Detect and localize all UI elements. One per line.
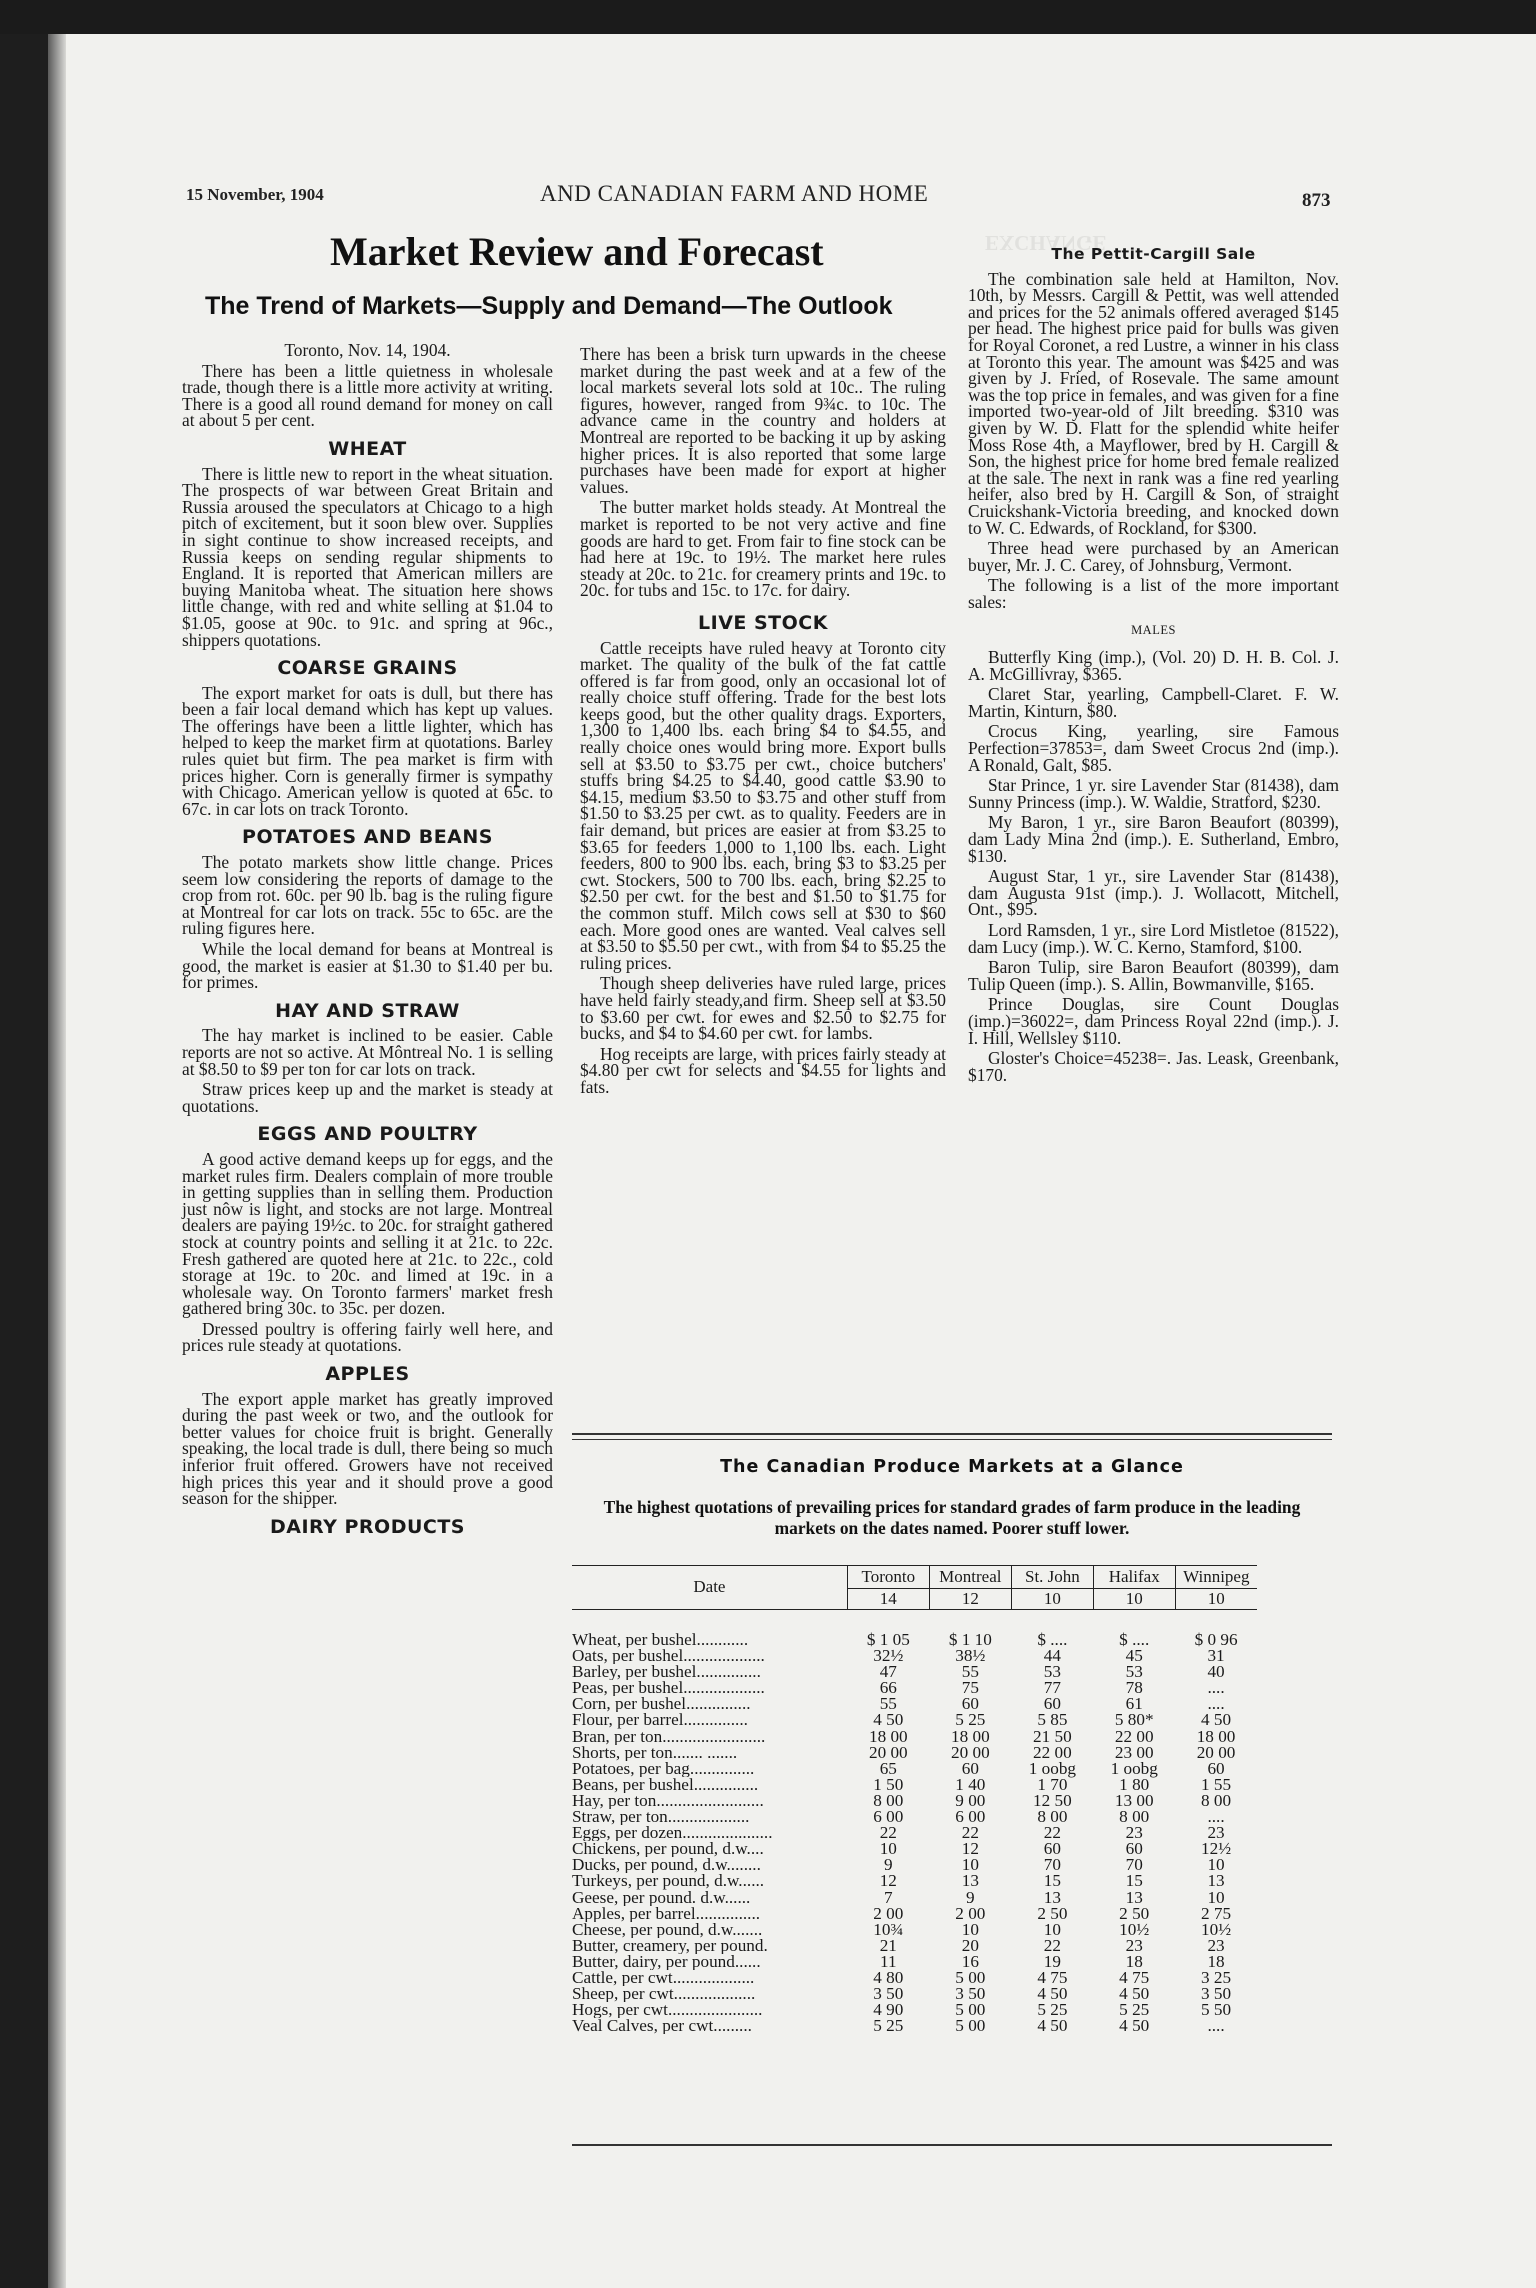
sale-paragraph-2: Three head were purchased by an American buyer, Mr. J. C. Carey, of Johnsburg, Vermont. [968, 538, 1339, 575]
price-cell: 23 [1125, 1935, 1143, 1955]
price-cell: 22 [879, 1823, 897, 1843]
male-sale-item: Crocus King, yearling, sire Famous Perfection=37853=, dam Sweet Crocus 2nd (imp.). A Ronald, Galt, $85. [968, 721, 1339, 775]
price-cell: 2 50 [1037, 1903, 1068, 1923]
price-cell: 9 00 [955, 1790, 986, 1810]
price-cell: 3 50 [873, 1984, 904, 2004]
price-cell: 4 50 [873, 1710, 904, 1730]
price-cell: 18 [1207, 1951, 1225, 1971]
price-cell: 8 00 [1037, 1807, 1068, 1827]
sale-paragraph-1: The combination sale held at Hamilton, Nov. 10th, by Messrs. Cargill & Pettit, was well attended and prices for the 52 animals offered averaged $145 per head. The highest price paid for bulls was given for Royal Coronet, a red Lustre, a winner in his class at Toronto this year. The amount was $425 and was given by J. Fried, of Rosevale. The same amount was the top price in females, and was given for a fine imported two-year-old of Jilt breeding. $310 was given by W. D. Flatt for the splendid white heifer Moss Rose 4th, a Mayflower, bred by H. Cargill & Son, the highest price for home bred female realized at the sale. The next in rank was a fine red yearling heifer, also bred by H. Cargill & Son, of straight Cruickshank-Victoria breeding, and knocked down to W. C. Edwards, of Rockland, for $300. [968, 268, 1339, 538]
produce-item: Flour, per barrel............... [572, 1712, 748, 1729]
males-list [968, 649, 1339, 1083]
wheat-heading: WHEAT [328, 437, 407, 460]
table-row [572, 1906, 1257, 1922]
column-2 [580, 346, 946, 1100]
price-cell: 5 25 [1037, 2000, 1068, 2020]
price-cell: 78 [1125, 1678, 1143, 1698]
price-cell: 23 00 [1114, 1742, 1154, 1762]
male-sale-item: Butterfly King (imp.), (Vol. 20) D. H. B. Col. J. A. McGillivray, $365. [968, 647, 1339, 684]
price-cell: $ .... [1037, 1630, 1068, 1649]
table-row [572, 1841, 1257, 1857]
produce-item: Peas, per bushel................... [572, 1680, 765, 1697]
price-cell: 18 [1125, 1951, 1143, 1971]
price-cell: 4 90 [873, 2000, 904, 2020]
table-row [572, 1970, 1257, 1986]
cattle-paragraph: Cattle receipts have ruled heavy at Toronto city market. The quality of the bulk of the fat cattle offered is far from good, only an occasional lot of really choice stuff offering. Trade for the best lots keeps good, but the other quality drags. Exporters, 1,300 to 1,400 lbs. each bring $4 to $4.55, and really choice ones would bring more. Export bulls sell at $3.50 to $3.75 per cwt., choice butchers' stuffs bring $4.25 to $4.40, good cattle $3.90 to $4.15, medium $3.50 to $3.75 and other stuff from $1.50 to $3.25 per cwt. as to quality. Feeders are in fair demand, but prices are easier at from $3.25 to $3.65 for feeders 1,000 to 1,100 lbs. each. Light feeders, 800 to 900 lbs. each, bring $3 to $3.25 per cwt. Stockers, 500 to 700 lbs. each, bring $2.25 to $2.50 per cwt. for the best and $1.50 to $1.75 for the common stuff. Milch cows sell at $30 to $60 each. More good ones are wanted. Veal calves sell at $3.50 to $5.50 per cwt., with from $4 to $5.25 the ruling prices. [580, 637, 946, 973]
price-cell: 15 [1125, 1871, 1143, 1891]
market-header: Winnipeg [1175, 1566, 1257, 1589]
produce-item: Straw, per ton................... [572, 1809, 750, 1826]
male-sale-item: Gloster's Choice=45238=. Jas. Leask, Greenbank, $170. [968, 1048, 1339, 1085]
column-3 [968, 246, 1339, 1087]
price-cell: 13 00 [1114, 1790, 1154, 1810]
price-cell: 3 50 [1201, 1984, 1232, 2004]
male-sale-item: Star Prince, 1 yr. sire Lavender Star (81438), dam Sunny Princess (imp.). W. Waldie, Stratford, $230. [968, 775, 1339, 812]
price-cell: 5 85 [1037, 1710, 1068, 1730]
date-cell: 12 [929, 1589, 1011, 1610]
date-cell: 10 [1011, 1589, 1093, 1610]
hogs-paragraph: Hog receipts are large, with prices fairly steady at $4.80 per cwt for selects and $4.55 for lights and fats. [580, 1043, 946, 1097]
price-cell: 1 40 [955, 1774, 986, 1794]
price-cell: .... [1207, 1694, 1225, 1714]
price-cell: 13 [1207, 1871, 1225, 1891]
market-header: Halifax [1093, 1566, 1175, 1589]
table-row [572, 1922, 1257, 1938]
price-cell: 5 80* [1114, 1710, 1154, 1730]
price-cell: 1 70 [1037, 1774, 1068, 1794]
price-cell: 1 55 [1201, 1774, 1232, 1794]
dairy-products-heading: DAIRY PRODUCTS [269, 1515, 465, 1538]
intro-paragraph: There has been a little quietness in wholesale trade, though there is a little more activity at writing. There is a good all round demand for money on call at about 5 per cent. [182, 360, 553, 431]
price-cell: 5 00 [955, 1967, 986, 1987]
produce-item: Butter, creamery, per pound. [572, 1937, 768, 1954]
table-header-markets [572, 1566, 1257, 1589]
produce-table-note: The highest quotations of prevailing prices for standard grades of farm produce in the leading markets on the dates named. Poorer stuff lower. [603, 1497, 1301, 1538]
price-cell: 8 00 [1119, 1807, 1150, 1827]
column-1 [182, 340, 553, 1543]
price-cell: 2 00 [955, 1903, 986, 1923]
produce-item: Barley, per bushel............... [572, 1664, 761, 1681]
apples-paragraph: The export apple market has greatly improved during the past week or two, and the outlook for better values for choice fruit is bright. Generally speaking, the local trade is dull, there being so much inferior fruit offered. Growers have not received high prices this year and it should prove a good season for the shipper. [182, 1388, 553, 1509]
price-cell: 4 50 [1201, 1710, 1232, 1730]
table-row [572, 1938, 1257, 1954]
price-cell: 60 [1125, 1839, 1143, 1859]
price-cell: 77 [1043, 1678, 1061, 1698]
table-top-rule-2 [572, 1439, 1332, 1440]
price-cell: .... [1207, 2016, 1225, 2036]
price-cell: 2 50 [1119, 1903, 1150, 1923]
produce-item: Cheese, per pound, d.w....... [572, 1921, 763, 1938]
sheep-paragraph: Though sheep deliveries have ruled large, prices have held fairly steady,and firm. Sheep sell at $3.50 to $3.60 per cwt. for ewes and $2.50 to $2.75 for bucks, and $4 to $4.60 per cwt. for lambs. [580, 973, 946, 1044]
date-cell: 10 [1093, 1589, 1175, 1610]
price-cell: 18 00 [868, 1726, 908, 1746]
male-sale-item: Baron Tulip, sire Baron Beaufort (80399), dam Tulip Queen (imp.). S. Allin, Bowmanville, $165. [968, 957, 1339, 994]
male-sale-item: Lord Ramsden, 1 yr., sire Lord Mistletoe (81522), dam Lucy (imp.). W. C. Kerno, Stamford, $100. [968, 919, 1339, 957]
scan-top-border [0, 0, 1536, 34]
produce-item: Apples, per barrel............... [572, 1905, 761, 1922]
price-cell: 12½ [1201, 1839, 1232, 1859]
table-row [572, 1664, 1257, 1680]
price-cell: 60 [961, 1694, 979, 1714]
live-stock-heading: LIVE STOCK [698, 611, 828, 634]
eggs-poultry-heading: EGGS AND POULTRY [257, 1123, 478, 1146]
produce-item: Beans, per bushel............... [572, 1776, 759, 1793]
table-row [572, 1777, 1257, 1793]
article-subtitle: The Trend of Markets—Supply and Demand—The Outlook [205, 292, 893, 320]
produce-item: Hogs, per cwt...................... [572, 2002, 763, 2019]
price-cell: 15 [1043, 1871, 1061, 1891]
produce-item: Eggs, per dozen..................... [572, 1825, 773, 1842]
produce-item: Shorts, per ton....... ....... [572, 1744, 738, 1761]
table-row [572, 2002, 1257, 2018]
price-cell: 16 [961, 1951, 979, 1971]
price-cell: 22 00 [1114, 1726, 1154, 1746]
price-cell: 22 00 [1033, 1742, 1072, 1762]
price-cell: 10 [961, 1855, 979, 1875]
sale-heading: The Pettit-Cargill Sale [1051, 245, 1256, 263]
price-cell: 10 [1043, 1919, 1061, 1939]
price-cell: 11 [880, 1951, 897, 1971]
price-cell: 6 00 [955, 1807, 986, 1827]
price-cell: 23 [1125, 1823, 1143, 1843]
price-cell: 10 [1207, 1855, 1225, 1875]
hay-straw-heading: HAY AND STRAW [275, 999, 460, 1022]
table-row [572, 1857, 1257, 1873]
price-cell: 1 oobg [1028, 1758, 1077, 1778]
apples-heading: APPLES [325, 1363, 410, 1386]
produce-item: Chickens, per pound, d.w.... [572, 1841, 764, 1858]
price-cell: 38½ [955, 1646, 986, 1666]
page-number: 873 [1302, 190, 1331, 211]
price-cell: 21 50 [1033, 1726, 1072, 1746]
market-header: St. John [1011, 1566, 1093, 1589]
male-sale-item: Prince Douglas, sire Count Douglas (imp.)=36022=, dam Princess Royal 22nd (imp.). J. I. Hill, Wellsley $110. [968, 994, 1339, 1048]
price-cell: 23 [1207, 1935, 1225, 1955]
market-header: Toronto [847, 1566, 929, 1589]
price-cell: 1 80 [1119, 1774, 1150, 1794]
price-cell: 4 75 [1119, 1967, 1150, 1987]
page-binding-shadow [48, 34, 66, 2288]
price-cell: 61 [1125, 1694, 1143, 1714]
price-cell: 60 [1043, 1839, 1061, 1859]
produce-item: Hay, per ton......................... [572, 1792, 764, 1810]
table-row [572, 1761, 1257, 1777]
table-row [572, 1890, 1257, 1906]
beans-paragraph: While the local demand for beans at Montreal is good, the market is easier at $1.30 to $1.40 per bu. for primes. [182, 939, 553, 993]
price-cell: 2 75 [1201, 1903, 1232, 1923]
price-cell: $ 1 10 [948, 1630, 992, 1649]
price-cell: 1 50 [873, 1774, 904, 1794]
price-cell: 12 [961, 1839, 979, 1859]
price-cell: 12 [879, 1871, 897, 1891]
produce-item: Cattle, per cwt................... [572, 1969, 755, 1987]
price-cell: 2 00 [873, 1903, 904, 1923]
produce-item: Potatoes, per bag............... [572, 1760, 755, 1777]
eggs-paragraph: A good active demand keeps up for eggs, and the market rules firm. Dealers complain of more trouble in getting supplies than in selling them. Production just nôw is light, and stocks are not large. Montreal dealers are paying 19½c. to 20c. for straight gathered stock at country points and selling it at 21c. to 22c. Fresh gathered are quoted here at 21c. to 22c., cold storage at 19c. to 20c. and limed at 19c. in a wholesale way. On Toronto farmers' market fresh gathered bring 30c. to 35c. per dozen. [182, 1148, 553, 1319]
price-cell: 55 [961, 1662, 979, 1682]
price-cell: 10 [879, 1839, 897, 1859]
price-cell: 5 25 [955, 1710, 986, 1730]
price-cell: 6 00 [873, 1807, 904, 1827]
price-cell: .... [1207, 1678, 1225, 1698]
price-cell: 23 [1207, 1823, 1225, 1843]
price-cell: 13 [961, 1871, 979, 1891]
price-cell: $ 0 96 [1194, 1630, 1238, 1649]
price-cell: 8 00 [873, 1790, 904, 1810]
poultry-paragraph: Dressed poultry is offering fairly well here, and prices rule steady at quotations. [182, 1318, 553, 1356]
hay-paragraph: The hay market is inclined to be easier. Cable reports are not so active. At Môntreal No. 1 is selling at $8.50 to $9 per ton for car lots on track. [182, 1025, 553, 1079]
price-cell: 4 50 [1037, 1984, 1068, 2004]
produce-item: Oats, per bushel................... [572, 1648, 765, 1665]
price-cell: 53 [1125, 1662, 1143, 1682]
price-cell: 70 [1043, 1855, 1061, 1875]
table-row [572, 1696, 1257, 1712]
price-cell: 55 [879, 1694, 897, 1714]
price-cell: 4 75 [1037, 1967, 1068, 1987]
show-through-ghost: EXCHANGE [985, 231, 1107, 255]
table-row [572, 1632, 1257, 1648]
table-row [572, 1712, 1257, 1728]
male-sale-item: August Star, 1 yr., sire Lavender Star (81438), dam Augusta 91st (imp.). J. Wollacott, Mitchell, Ont., $95. [968, 866, 1339, 920]
price-cell: 21 [879, 1935, 897, 1955]
price-cell: 13 [1043, 1887, 1061, 1907]
produce-item: Veal Calves, per cwt......... [572, 2018, 752, 2035]
straw-paragraph: Straw prices keep up and the market is steady at quotations. [182, 1079, 553, 1116]
dairy-paragraph-1: There has been a brisk turn upwards in the cheese market during the past week and at a few of the local markets several lots sold at 10c.. The ruling figures, however, ranged from 9¾c. to 10c. The advance came in the country and holders at Montreal are reported to be backing it up by asking higher prices. It is also reported that some large purchases have been made for export at higher values. [580, 344, 946, 497]
price-cell: 3 25 [1201, 1967, 1232, 1987]
price-cell: 3 50 [955, 1984, 986, 2004]
date-header: Date [572, 1566, 847, 1610]
price-cell: 44 [1043, 1646, 1061, 1666]
price-cell: 45 [1125, 1646, 1143, 1666]
price-cell: 7 [884, 1887, 893, 1907]
price-cell: 32½ [873, 1646, 904, 1666]
price-cell: 4 50 [1037, 2016, 1068, 2036]
market-header: Montreal [929, 1566, 1011, 1589]
produce-item: Turkeys, per pound, d.w...... [572, 1873, 765, 1890]
table-row [572, 1825, 1257, 1841]
table-row [572, 2018, 1257, 2034]
article-title: Market Review and Forecast [330, 229, 824, 274]
price-cell: 13 [1125, 1887, 1143, 1907]
price-cell: 5 25 [873, 2016, 904, 2036]
price-cell: 20 00 [868, 1742, 908, 1762]
price-cell: 10 [961, 1919, 979, 1939]
price-cell: 22 [1043, 1823, 1061, 1843]
price-cell: 47 [879, 1662, 897, 1682]
price-cell: 9 [884, 1855, 893, 1875]
table-bottom-rule [572, 2144, 1332, 2146]
price-cell: 4 80 [873, 1967, 904, 1987]
price-cell: 8 00 [1201, 1790, 1232, 1810]
produce-item: Geese, per pound. d.w...... [572, 1889, 751, 1906]
price-cell: 10 [1207, 1887, 1225, 1907]
males-heading: MALES [1131, 623, 1176, 638]
table-header-rule [572, 1610, 1257, 1633]
price-cell: 5 00 [955, 2000, 986, 2020]
table-top-rule [572, 1433, 1332, 1435]
price-cell: 10½ [1201, 1919, 1232, 1939]
price-cell: 10¾ [873, 1919, 904, 1939]
price-cell: 5 00 [955, 2016, 986, 2036]
price-cell: 10½ [1119, 1919, 1150, 1939]
price-cell: 22 [1043, 1935, 1061, 1955]
price-cell: 18 00 [1196, 1726, 1236, 1746]
price-cell: 75 [961, 1678, 979, 1698]
produce-item: Sheep, per cwt................... [572, 1986, 756, 2003]
price-cell: 66 [879, 1678, 897, 1698]
price-cell: 19 [1043, 1951, 1061, 1971]
table-row [572, 1729, 1257, 1745]
produce-item: Wheat, per bushel............ [572, 1632, 749, 1649]
table-row [572, 1648, 1257, 1664]
date-cell: 10 [1175, 1589, 1257, 1610]
produce-item: Corn, per bushel............... [572, 1696, 751, 1713]
produce-table-title: The Canadian Produce Markets at a Glance [720, 1457, 1184, 1477]
produce-item: Bran, per ton........................ [572, 1728, 766, 1745]
price-cell: 22 [961, 1823, 979, 1843]
table-row [572, 1680, 1257, 1696]
price-cell: 5 50 [1201, 2000, 1232, 2020]
dairy-paragraph-2: The butter market holds steady. At Montreal the market is reported to be not very active and fine goods are hard to get. From fair to fine stock can be had here at 19c. to 19½. The market here rules steady at 20c. to 21c. for creamery prints and 19c. to 20c. for tubs and 15c. to 17c. for dairy. [580, 497, 946, 601]
potatoes-paragraph: The potato markets show little change. Prices seem low considering the reports of damage to the crop from rot. 60c. per 90 lb. bag is the ruling figure at Montreal for car lots on track. 55c to 65c. are the ruling figures here. [182, 852, 553, 939]
table-row [572, 1954, 1257, 1970]
price-cell: $ .... [1119, 1630, 1150, 1649]
produce-item: Butter, dairy, per pound...... [572, 1953, 761, 1970]
journal-title: AND CANADIAN FARM AND HOME [540, 181, 929, 206]
table-row [572, 1793, 1257, 1809]
price-cell: 60 [1043, 1694, 1061, 1714]
coarse-grains-paragraph: The export market for oats is dull, but there has been a fair local demand which has kept up values. The offerings have been a little lighter, which has helped to keep the market firm at quotations. Barley rules quiet but firm. The pea market is firm with prices higher. Corn is generally firmer is sympathy with Chicago. American yellow is quoted at 65c. to 67c. in car lots on track Toronto. [182, 682, 553, 819]
price-cell: 70 [1125, 1855, 1143, 1875]
produce-item: Ducks, per pound, d.w........ [572, 1857, 761, 1874]
price-cell: 40 [1207, 1662, 1225, 1682]
price-cell: 53 [1043, 1662, 1061, 1682]
table-row [572, 1809, 1257, 1825]
date-cell: 14 [847, 1589, 929, 1610]
table-row [572, 1986, 1257, 2002]
potatoes-beans-heading: POTATOES AND BEANS [242, 826, 493, 849]
produce-table-body [572, 1632, 1257, 2034]
price-cell: 20 00 [951, 1742, 990, 1762]
price-cell: 18 00 [951, 1726, 990, 1746]
table-row [572, 1873, 1257, 1889]
price-cell: 4 50 [1119, 2016, 1150, 2036]
coarse-grains-heading: COARSE GRAINS [277, 657, 458, 680]
price-cell: 20 [961, 1935, 979, 1955]
price-cell: 5 25 [1119, 2000, 1150, 2020]
price-cell: 31 [1207, 1646, 1225, 1666]
wheat-paragraph: There is little new to report in the wheat situation. The prospects of war between Great Britain and Russia aroused the speculators at Chicago to a high pitch of excitement, but it soon blew over. Supplies in sight continue to show increased receipts, and Russia keeps on sending regular shipments to England. It is reported that American millers are buying Manitoba wheat. The situation here shows little change, with red and white selling at $1.04 to $1.05, goose at 90c. to 91c. and spring at 96c., shippers quotations. [182, 463, 553, 650]
price-cell: 60 [1207, 1758, 1225, 1778]
price-cell: 1 oobg [1110, 1758, 1158, 1778]
produce-price-table [572, 1565, 1257, 2034]
price-cell: 4 50 [1119, 1984, 1150, 2004]
issue-date: 15 November, 1904 [186, 185, 324, 204]
sale-paragraph-3: The following is a list of the more important sales: [968, 575, 1339, 612]
price-cell: 65 [879, 1758, 897, 1778]
price-cell: 12 50 [1033, 1790, 1072, 1810]
scan-left-border [0, 34, 48, 2288]
dateline: Toronto, Nov. 14, 1904. [284, 340, 451, 360]
price-cell: 9 [966, 1887, 975, 1907]
price-cell: 60 [961, 1758, 979, 1778]
male-sale-item: Claret Star, yearling, Campbell-Claret. F. W. Martin, Kinturn, $80. [968, 684, 1339, 721]
price-cell: 20 00 [1196, 1742, 1236, 1762]
male-sale-item: My Baron, 1 yr., sire Baron Beaufort (80399), dam Lady Mina 2nd (imp.). E. Sutherland, Embro, $130. [968, 812, 1339, 866]
price-cell: $ 1 05 [866, 1630, 910, 1649]
price-cell: .... [1207, 1807, 1225, 1827]
